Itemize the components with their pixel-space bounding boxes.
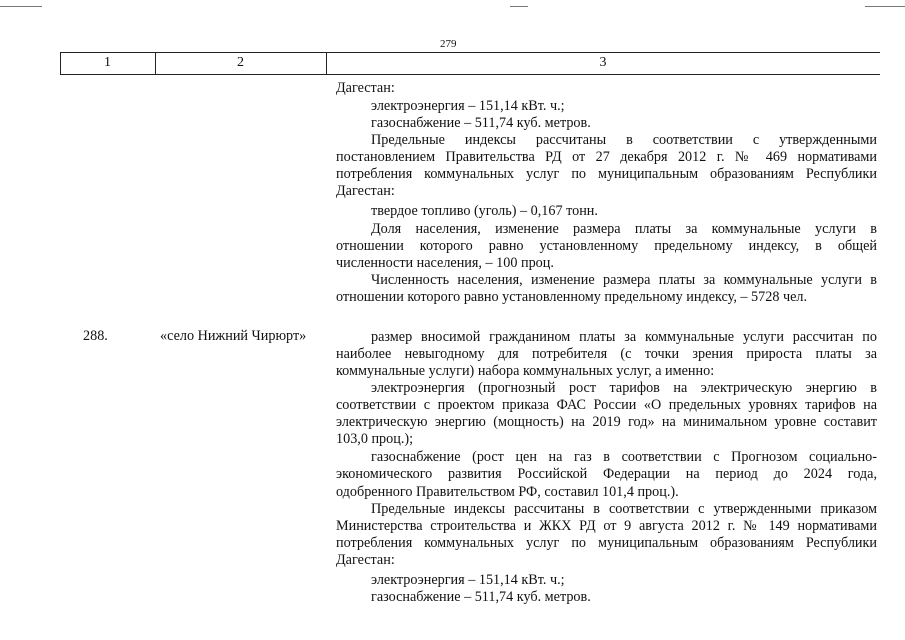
text-line: 103,0 проц.); bbox=[336, 431, 414, 447]
text-line: одобренного Правительством РФ, составил 101,4 проц.). bbox=[336, 484, 679, 500]
text-line: электроэнергия – 151,14 кВт. ч.; bbox=[371, 98, 565, 114]
text-line: электроэнергия – 151,14 кВт. ч.; bbox=[371, 572, 565, 588]
text-line: коммунальные услуги) набора коммунальных услуг, а именно: bbox=[336, 363, 715, 379]
text-line: электрическую энергию (мощность) на 2019 год» на минимальном уровне составит bbox=[336, 414, 877, 430]
text-line: Доля населения, изменение размера платы за коммунальные услуги в bbox=[371, 221, 877, 237]
text-line: экономического развития Российской Федерации на период до 2024 года, bbox=[336, 466, 877, 482]
text-line: Предельные индексы рассчитаны в соответствии с утвержденными bbox=[371, 132, 877, 148]
table-header-bottom-rule bbox=[60, 74, 880, 75]
text-line: газоснабжение (рост цен на газ в соответствии с Прогнозом социально- bbox=[371, 449, 877, 465]
text-line: Министерства строительства и ЖКХ РД от 9 августа 2012 г. № 149 нормативами bbox=[336, 518, 877, 534]
text-line: Дагестан: bbox=[336, 80, 395, 96]
text-line: потребления коммунальных услуг по муниципальным образованиям Республики bbox=[336, 535, 877, 551]
text-line: соответствии с проектом приказа ФАС России «О предельных уровнях тарифов на bbox=[336, 397, 877, 413]
column-header-1: 1 bbox=[104, 55, 111, 70]
text-line: газоснабжение – 511,74 куб. метров. bbox=[371, 589, 591, 605]
column-header-2: 2 bbox=[237, 55, 244, 70]
page-number: 279 bbox=[440, 38, 457, 50]
text-line: потребления коммунальных услуг по муниципальным образованиям Республики bbox=[336, 166, 877, 182]
scan-edge-mark bbox=[0, 6, 42, 7]
text-line: наиболее невыгодному для потребителя (с точки зрения прироста платы за bbox=[336, 346, 877, 362]
text-line: численности населения, – 100 проц. bbox=[336, 255, 554, 271]
text-line: электроэнергия (прогнозный рост тарифов на электрическую энергию в bbox=[371, 380, 877, 396]
scan-edge-mark bbox=[865, 6, 905, 7]
row-number: 288. bbox=[83, 328, 108, 344]
settlement-name: «село Нижний Чирюрт» bbox=[160, 328, 307, 344]
text-line: Дагестан: bbox=[336, 183, 395, 199]
text-line: постановлением Правительства РД от 27 декабря 2012 г. № 469 нормативами bbox=[336, 149, 877, 165]
column-header-3: 3 bbox=[599, 55, 607, 70]
text-line: газоснабжение – 511,74 куб. метров. bbox=[371, 115, 591, 131]
text-line: размер вносимой гражданином платы за коммунальные услуги рассчитан по bbox=[371, 329, 877, 345]
table-top-rule bbox=[60, 52, 880, 53]
scan-edge-mark bbox=[510, 6, 528, 7]
text-line: Численность населения, изменение размера платы за коммунальные услуги в bbox=[371, 272, 877, 288]
text-line: отношении которого равно установленному предельному индексу, в общей bbox=[336, 238, 877, 254]
text-line: отношении которого равно установленному предельному индексу, – 5728 чел. bbox=[336, 289, 808, 305]
text-line: Предельные индексы рассчитаны в соответствии с утвержденными приказом bbox=[371, 501, 877, 517]
text-line: Дагестан: bbox=[336, 552, 395, 568]
text-line: твердое топливо (уголь) – 0,167 тонн. bbox=[371, 203, 598, 219]
